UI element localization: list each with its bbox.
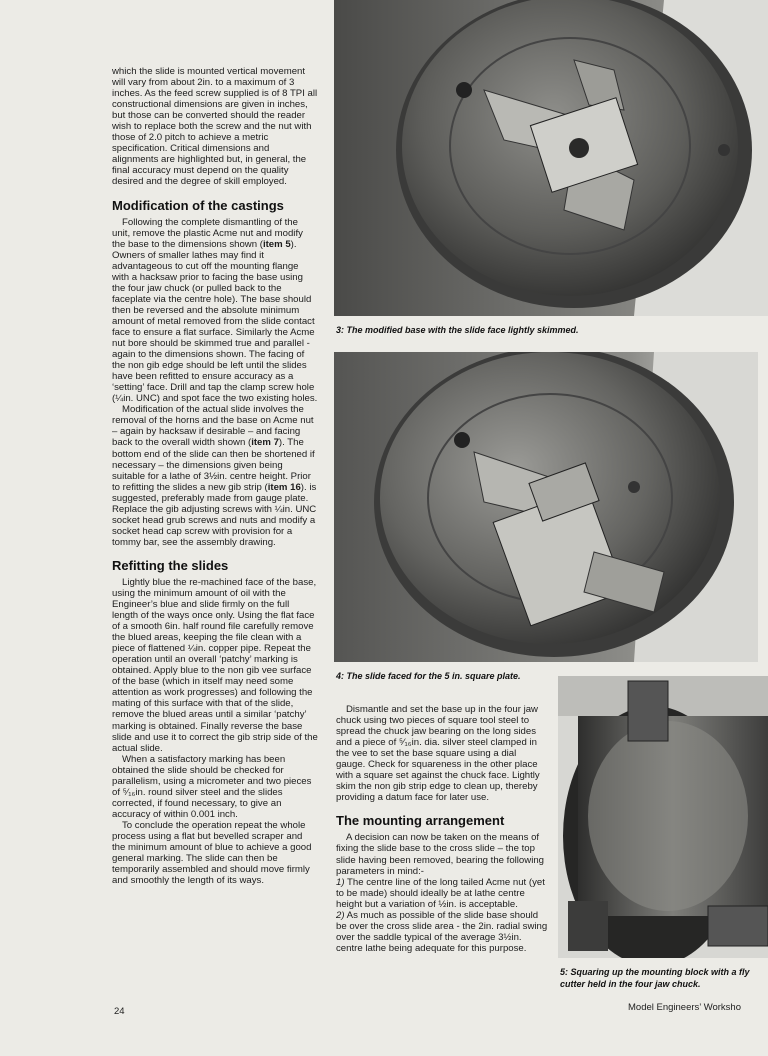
page-number: 24	[114, 1006, 125, 1017]
photo-5-fly-cutter	[558, 676, 768, 958]
item-1-label: 1)	[336, 876, 345, 888]
mounting-paragraph: A decision can now be taken on the means of fixing the slide base to the cross slide – the top slide having been removed, bearing the following parameters in mind:-	[336, 832, 544, 877]
heading-refitting-the-slides: Refitting the slides	[112, 557, 229, 573]
heading-modification-of-castings: Modification of the castings	[112, 197, 284, 213]
refitting-paragraph-2: When a satisfactory marking has been obtained the slide should be checked for parallelism, using a micrometer and two pieces of ⁵⁄₁₆in. round silver steel and the slides corrected, if found necessary, to give an accuracy of within 0.001 inch.	[112, 753, 312, 820]
caption-photo-5: 5: Squaring up the mounting block with a fly cutter held in the four jaw chuck.	[560, 967, 750, 989]
parameter-item-1: 1) The centre line of the long tailed Acme nut (yet to be made) should ideally be at lathe centre height but a variation of ½in. is acceptable.	[336, 876, 545, 910]
item-5-reference: item 5	[262, 238, 291, 250]
magazine-name: Model Engineers’ Worksho	[628, 1002, 741, 1013]
intro-paragraph: which the slide is mounted vertical movement will vary from about 2in. to a maximum of 3 inches. As the feed screw supplied is of 8 TPI all constructional dimensions are given in inches, but those can be converted should the reader wish to replace both the screw and the nut with those of 2.0 pitch to achieve a metric specification. Critical dimensions and alignments are highlighted but, in general, the final accuracy must depend on the quality desired and the degree of skill employed.	[112, 66, 318, 188]
heading-mounting-arrangement: The mounting arrangement	[336, 813, 505, 829]
castings-paragraph-2: Modification of the actual slide involves the removal of the horns and the base on Acme nut – again by hacksaw if desirable – and facing back to the overall width shown (item 7). The bottom end of the slide can then be shortened if necessary – the dimensions given being suitable for a lathe of 3½in. centre height. Prior to refitting the slides a new gib strip (item 16). is suggested, preferably made from gauge plate. Replace the gib adjusting screws with ¼in. UNC socket head grub screws and nuts and modify a socket head cap screw with provision for a tommy bar, see the assembly drawing.	[112, 404, 317, 548]
item-16-reference: item 16	[267, 481, 301, 493]
left-column	[112, 66, 318, 886]
parameter-item-2: 2) As much as possible of the slide base should be over the cross slide area - the 2in. radial swing over the saddle typical of the average 3½in. centre lathe being adequate for this purpose.	[336, 909, 548, 954]
item-7-reference: item 7	[251, 437, 279, 449]
refitting-paragraph-1: Lightly blue the re-machined face of the base, using the minimum amount of oil with the Engineer’s blue and slide firmly on the full length of the ways once only. Using the flat face of a smooth 6in. half round file carefully remove the blued areas, keeping the file clean with a piece of flattened ¼in. copper pipe. Repeat the operation until an overall ‘patchy’ marking is obtained. Apply blue to the non gib vee surface of the base (which in itself may need some attention as work progresses) and following the mating of this surface with that of the slide, remove the blued areas until a similar ‘patchy’ marking is obtained. Finally reverse the base slide and use it to correct the gib strip side of the actual slide.	[112, 576, 318, 754]
photo-4-slide-faced	[334, 352, 758, 662]
photo-3-chuck-base	[334, 0, 768, 316]
item-2-label: 2)	[336, 909, 345, 921]
caption-photo-3: 3: The modified base with the slide face lightly skimmed.	[336, 325, 579, 335]
caption-photo-4: 4: The slide faced for the 5 in. square plate.	[336, 671, 521, 681]
middle-column	[336, 704, 548, 954]
castings-paragraph-1: Following the complete dismantling of the unit, remove the plastic Acme nut and modify the base to the dimensions shown (item 5). Owners of smaller lathes may find it advantageous to cut off the mounting flange with a hacksaw prior to facing the base using the four jaw chuck (or pulled back to the faceplate via the centre hole). The base should then be reversed and the absolute minimum amount of metal removed from the slide contact face to ensure a flat surface. Similarly the Acme nut bore should be skimmed true and parallel - again to the dimensions shown. The facing of the non gib edge should be left until the slides have been refitted to ensure accuracy as a ‘setting’ face. Drill and tap the clamp screw hole (¼in. UNC) and spot face the two existing holes.	[112, 216, 318, 405]
refitting-paragraph-3: To conclude the operation repeat the whole process using a flat but bevelled scraper and the minimum amount of blue to achieve a good general marking. The slide can then be temporarily assembled and should move firmly and smoothly the length of its ways.	[112, 819, 312, 887]
dismantle-paragraph: Dismantle and set the base up in the four jaw chuck using two pieces of square tool steel to spread the chuck jaw bearing on the long sides and a piece of ⁵⁄₁₆in. dia. silver steel clamped in the vee to set the base square using a dial gauge. Check for squareness in the other place with a square set against the chuck face. Lightly skim the non gib strip edge to clean up, thereby providing a datum face for later use.	[336, 704, 540, 804]
